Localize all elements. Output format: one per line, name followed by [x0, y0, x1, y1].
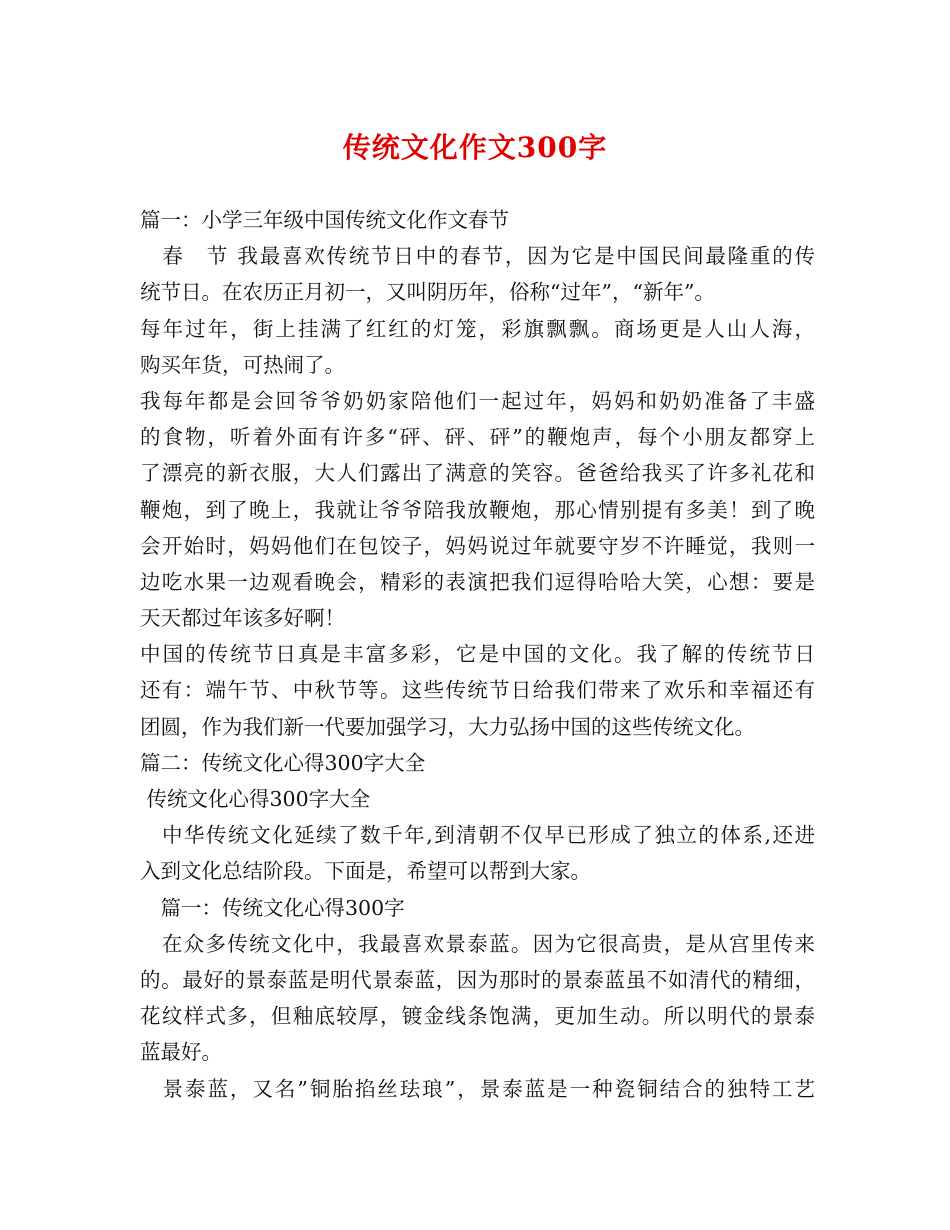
- text-line: 我每年都是会回爷爷奶奶家陪他们一起过年，妈妈和奶奶准备了丰盛: [140, 388, 815, 413]
- text-line: 每年过年，街上挂满了红红的灯笼，彩旗飘飘。商场更是人山人海，: [140, 316, 815, 341]
- text-line: 边吃水果一边观看晚会，精彩的表演把我们逗得哈哈大笑，心想：要是: [140, 569, 815, 594]
- text-line: 蓝最好。: [140, 1040, 222, 1065]
- text-line: 篇二：传统文化心得300字大全: [140, 750, 426, 775]
- text-line: 的。最好的景泰蓝是明代景泰蓝，因为那时的景泰蓝虽不如清代的精细，: [140, 967, 815, 992]
- document-title: 传统文化作文300字: [342, 131, 608, 164]
- text-line: 团圆，作为我们新一代要加强学习，大力弘扬中国的这些传统文化。: [140, 714, 755, 739]
- text-line: 入到文化总结阶段。下面是，希望可以帮到大家。: [140, 859, 591, 884]
- document-body: [140, 202, 815, 1107]
- text-line: 了漂亮的新衣服，大人们露出了满意的笑容。爸爸给我买了许多礼花和: [140, 461, 815, 486]
- text-line: 的食物，听着外面有许多“砰、砰、砰”的鞭炮声，每个小朋友都穿上: [140, 425, 815, 450]
- text-line: 鞭炮，到了晚上，我就让爷爷陪我放鞭炮，那心情别提有多美！到了晚: [140, 497, 815, 522]
- text-line: 花纹样式多，但釉底较厚，镀金线条饱满，更加生动。所以明代的景泰: [140, 1004, 815, 1029]
- text-line: 传统文化心得300字大全: [140, 787, 371, 811]
- text-line: 会开始时，妈妈他们在包饺子，妈妈说过年就要守岁不许睡觉，我则一: [140, 533, 815, 558]
- text-line: 天天都过年该多好啊！: [140, 606, 345, 631]
- text-line: 篇一：小学三年级中国传统文化作文春节: [140, 208, 509, 232]
- text-line: 中华传统文化延续了数千年,到清朝不仅早已形成了独立的体系,还进: [140, 823, 815, 848]
- text-line: 在众多传统文化中，我最喜欢景泰蓝。因为它很高贵，是从宫里传来: [140, 931, 815, 956]
- text-line: 篇一：传统文化心得300字: [140, 895, 405, 920]
- text-line: 中国的传统节日真是丰富多彩，它是中国的文化。我了解的传统节日: [140, 642, 815, 667]
- text-line: 还有：端午节、中秋节等。这些传统节日给我们带来了欢乐和幸福还有: [140, 678, 815, 703]
- text-line: 统节日。在农历正月初一，又叫阴历年，俗称“过年”，“新年”。: [140, 280, 715, 305]
- text-line: 景泰蓝，又名”铜胎掐丝珐琅”，景泰蓝是一种瓷铜结合的独特工艺: [140, 1076, 815, 1101]
- text-line: 春 节 我最喜欢传统节日中的春节，因为它是中国民间最隆重的传: [140, 244, 815, 269]
- text-line: 购买年货，可热闹了。: [140, 352, 345, 377]
